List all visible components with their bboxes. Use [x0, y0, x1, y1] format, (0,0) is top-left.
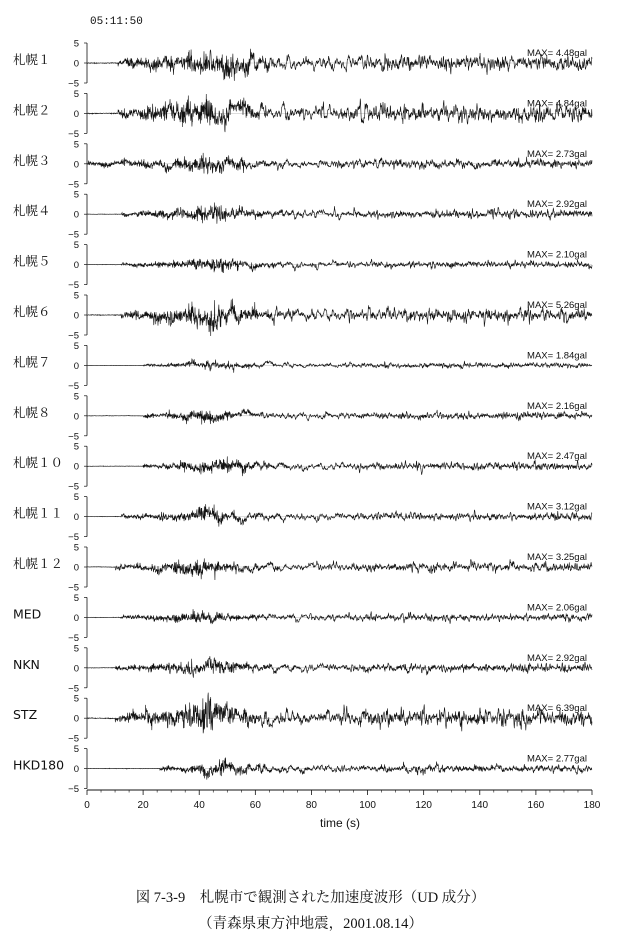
- panel-3: [13, 139, 592, 190]
- y-tick-label: 5: [73, 693, 79, 705]
- y-tick-label: −5: [68, 128, 79, 140]
- y-tick-label: −5: [68, 582, 79, 594]
- max-label: MAX= 2.10gal: [527, 249, 587, 261]
- y-tick-label: 0: [73, 764, 79, 776]
- y-tick-label: 0: [73, 512, 79, 524]
- max-label: MAX= 2.73gal: [527, 148, 587, 160]
- panel-1: [13, 39, 592, 90]
- x-tick-label: 60: [249, 800, 261, 811]
- waveform-panels: [13, 39, 592, 796]
- waveform-trace: [87, 501, 592, 526]
- panel-6: [13, 291, 592, 342]
- waveform-trace: [87, 693, 592, 734]
- y-tick-label: 5: [73, 340, 79, 352]
- panel-11: [13, 543, 592, 594]
- panel-4: [13, 190, 592, 241]
- station-label: 札幌１１: [13, 505, 64, 521]
- y-tick-label: 5: [73, 542, 79, 554]
- y-tick-label: 5: [73, 240, 79, 252]
- panel-2: [13, 89, 592, 140]
- y-tick-label: 0: [73, 411, 79, 423]
- y-tick-label: 0: [73, 713, 79, 725]
- y-tick-label: 0: [73, 663, 79, 675]
- start-time-label: 05:11:50: [90, 16, 143, 28]
- max-label: MAX= 3.12gal: [527, 501, 587, 513]
- y-tick-label: 0: [73, 260, 79, 272]
- max-label: MAX= 5.26gal: [527, 300, 587, 311]
- station-label: 札幌６: [13, 304, 51, 319]
- y-tick-label: 5: [73, 643, 79, 655]
- y-tick-label: −5: [68, 532, 79, 544]
- figure-caption-event: （青森県東方沖地震，2001.08.14）: [198, 916, 423, 932]
- max-label: MAX= 2.06gal: [527, 602, 587, 614]
- station-label: STZ: [13, 707, 38, 723]
- x-tick-label: 80: [305, 800, 318, 811]
- station-label: 札幌５: [13, 253, 51, 269]
- max-label: MAX= 2.47gal: [527, 451, 587, 463]
- waveform-trace: [87, 609, 592, 624]
- waveform-trace: [87, 299, 592, 336]
- waveform-trace: [87, 203, 592, 224]
- y-tick-label: −5: [68, 683, 79, 695]
- station-label: 札幌７: [13, 354, 51, 370]
- y-tick-label: 0: [73, 209, 79, 221]
- y-tick-label: −5: [68, 784, 79, 796]
- y-tick-label: 0: [73, 108, 79, 120]
- y-tick-label: 0: [73, 58, 79, 70]
- y-tick-label: 5: [73, 88, 79, 100]
- y-tick-label: 0: [73, 461, 79, 473]
- y-tick-label: 5: [73, 492, 79, 504]
- y-tick-label: −5: [68, 380, 79, 392]
- max-label: MAX= 4.48gal: [527, 48, 587, 59]
- y-tick-label: 5: [73, 189, 79, 201]
- panel-7: [13, 341, 592, 392]
- y-tick-label: 0: [73, 310, 79, 322]
- max-label: MAX= 1.84gal: [527, 350, 587, 362]
- waveform-trace: [87, 409, 592, 425]
- max-label: MAX= 2.77gal: [527, 753, 587, 765]
- y-tick-label: −5: [68, 431, 79, 443]
- x-tick-label: 160: [527, 800, 545, 811]
- station-label: 札幌１: [13, 52, 51, 67]
- x-tick-label: 20: [137, 800, 149, 811]
- y-tick-label: 5: [73, 441, 79, 453]
- y-tick-label: 0: [73, 360, 79, 372]
- max-label: MAX= 2.92gal: [527, 199, 587, 211]
- x-tick-label: 120: [415, 800, 433, 811]
- y-tick-label: 5: [73, 290, 79, 302]
- y-tick-label: 5: [73, 391, 79, 403]
- y-tick-label: 0: [73, 159, 79, 171]
- station-label: 札幌１２: [13, 556, 64, 571]
- panel-8: [13, 391, 592, 442]
- x-tick-label: 0: [84, 800, 90, 811]
- waveform-trace: [87, 656, 592, 678]
- x-tick-label: 40: [193, 800, 205, 811]
- x-axis-label: time (s): [320, 816, 360, 830]
- waveform-trace: [87, 359, 592, 373]
- y-tick-label: −5: [68, 481, 79, 493]
- waveform-trace: [87, 153, 592, 174]
- max-label: MAX= 6.39gal: [527, 703, 587, 715]
- max-label: MAX= 2.16gal: [527, 400, 587, 412]
- y-tick-label: −5: [68, 78, 79, 90]
- y-tick-label: −5: [68, 229, 79, 241]
- y-tick-label: −5: [68, 179, 79, 191]
- x-tick-label: 100: [359, 800, 376, 811]
- y-tick-label: 5: [73, 38, 79, 50]
- panel-12: [13, 593, 592, 644]
- y-tick-label: −5: [68, 330, 79, 342]
- max-label: MAX= 4.84gal: [527, 98, 587, 110]
- waveform-trace: [87, 49, 592, 81]
- waveform-trace: [87, 558, 592, 580]
- figure-caption-title: 図 7-3-9 札幌市で観測された加速度波形（UD 成分）: [135, 890, 486, 906]
- max-label: MAX= 2.92gal: [527, 652, 587, 664]
- station-label: HKD180: [13, 757, 65, 773]
- y-tick-label: 5: [73, 744, 79, 756]
- y-tick-label: 0: [73, 562, 79, 574]
- max-label: MAX= 3.25gal: [527, 552, 587, 563]
- y-tick-label: −5: [68, 280, 79, 292]
- waveform-trace: [87, 94, 592, 132]
- station-label: 札幌１０: [13, 455, 64, 471]
- y-tick-label: 5: [73, 139, 79, 151]
- panel-13: [13, 643, 592, 694]
- panel-10: [13, 492, 592, 543]
- y-tick-label: 0: [73, 612, 79, 624]
- waveform-trace: [87, 258, 592, 273]
- station-label: 札幌２: [13, 102, 51, 118]
- x-tick-label: 180: [583, 800, 601, 811]
- station-label: MED: [13, 606, 42, 622]
- panel-14: [13, 693, 592, 745]
- y-tick-label: −5: [68, 632, 79, 644]
- station-label: 札幌３: [13, 152, 51, 168]
- station-label: NKN: [13, 656, 40, 672]
- x-tick-label: 140: [471, 800, 489, 811]
- station-label: 札幌４: [13, 203, 51, 219]
- panel-5: [13, 240, 592, 291]
- station-label: 札幌８: [13, 404, 51, 420]
- y-tick-label: −5: [68, 733, 79, 745]
- y-tick-label: 5: [73, 592, 79, 604]
- panel-9: [13, 442, 592, 493]
- panel-15: [13, 744, 592, 795]
- x-axis: [84, 790, 601, 811]
